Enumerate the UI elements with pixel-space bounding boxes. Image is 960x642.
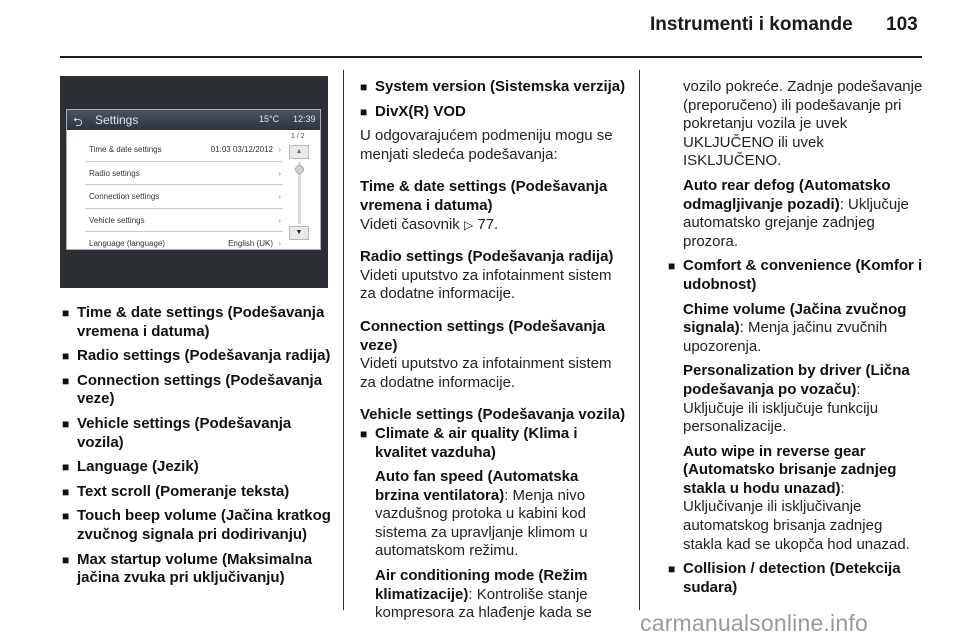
- section-text: Videti uputstvo za infotainment sistem za dodatne informacije.: [360, 355, 612, 391]
- column-1: [62, 304, 332, 594]
- list-item: ■ Text scroll (Pomeranje teksta): [62, 483, 332, 502]
- screen-title-bar: [67, 110, 320, 130]
- menu-row-label: Radio settings: [89, 168, 140, 178]
- chevron-right-icon: ›: [278, 145, 281, 154]
- section-heading: Vehicle settings (Podešavanja vozila): [360, 406, 626, 424]
- chevron-up-icon: ▲: [289, 145, 309, 159]
- term-paragraph: [668, 177, 924, 251]
- term: Auto rear defog (Automatsko odmagljivanje pozadi): [683, 176, 891, 213]
- list-item: ■ Max startup volume (Maksimalna jačina zvuka pri uključivanju): [62, 551, 332, 588]
- term: Auto fan speed (Automatska brzina ventilatora): [375, 468, 579, 504]
- scroll-thumb: [295, 165, 304, 174]
- settings-screenshot: [66, 109, 321, 250]
- screen-menu-row: [85, 232, 283, 250]
- list-item: ■ Touch beep volume (Jačina kratkog zvučnog signala pri dodirivanju): [62, 507, 332, 544]
- list-item: ■ Radio settings (Podešavanja radija): [62, 347, 332, 366]
- section-heading: Time & date settings (Podešavanja vremena i datuma): [360, 178, 608, 214]
- term-description: : Menja jačinu zvučnih upozorenja.: [683, 319, 888, 355]
- term-description: : Uključivanje ili isključivanje automatskog brisanja zadnjeg stakla kad se ukopča hod unazad.: [683, 479, 910, 553]
- list-item: ■ System version (Sistemska verzija): [360, 78, 626, 97]
- term: Auto wipe in reverse gear (Automatsko brisanje zadnjeg stakla u hodu unazad): [683, 442, 897, 497]
- term-paragraph: [360, 567, 626, 623]
- term-paragraph: [668, 301, 924, 357]
- screen-time: 12:39: [293, 114, 316, 124]
- list-item: ■ Time & date settings (Podešavanja vremena i datuma): [62, 304, 332, 341]
- screen-menu-row: [85, 138, 283, 162]
- header-rule: [60, 56, 922, 58]
- term: Chime volume (Jačina zvučnog signala): [683, 300, 907, 337]
- list-item: ■ Comfort & convenience (Komfor i udobnost): [668, 257, 924, 294]
- menu-row-label: Language (language): [89, 239, 166, 249]
- screen-menu-row: [85, 162, 283, 186]
- page-reference-arrow-icon: ▷: [463, 217, 474, 232]
- screen-menu-row: [85, 185, 283, 209]
- list-item: ■ DivX(R) VOD: [360, 103, 626, 122]
- chevron-right-icon: ›: [278, 192, 281, 202]
- column-divider-2: [639, 70, 640, 610]
- chevron-right-icon: ›: [278, 168, 281, 178]
- term-description: : Uključuje ili isključuje funkciju personalizacije.: [683, 380, 879, 436]
- column-divider-1: [343, 70, 344, 610]
- chevron-right-icon: ›: [278, 215, 281, 225]
- term-description: : Uključuje automatsko grejanje zadnjeg prozora.: [683, 195, 909, 250]
- screen-title: Settings: [95, 113, 139, 127]
- continued-text: vozilo pokreće. Zadnje podešavanje (preporučeno) ili podešavanje pri pokretanju vozila je uvek UKLJUČENO ili uvek ISKLJUČENO.: [683, 78, 923, 170]
- section-text: [360, 216, 626, 235]
- term-paragraph: [668, 362, 924, 436]
- list-item: ■ Climate & air quality (Klima i kvalitet vazduha): [360, 425, 626, 462]
- list-item: ■ Connection settings (Podešavanja veze): [62, 372, 332, 409]
- intro-text: U odgovarajućem podmeniju mogu se menjati sledeća podešavanja:: [360, 127, 613, 163]
- header-title: Instrumenti i komande: [650, 14, 853, 35]
- screen-pager: 1 / 2: [291, 133, 305, 140]
- back-arrow-icon: ⮌: [73, 115, 83, 129]
- screen-menu-list: [85, 138, 283, 250]
- page-reference: 77.: [477, 215, 499, 233]
- chevron-right-icon: ›: [278, 239, 281, 249]
- chevron-down-icon: ▼: [289, 226, 309, 240]
- column-3: [668, 78, 924, 597]
- page-number: 103: [886, 14, 918, 35]
- list-item: ■ Language (Jezik): [62, 458, 332, 477]
- term-paragraph: [668, 443, 924, 555]
- section-heading: Radio settings (Podešavanja radija): [360, 248, 614, 266]
- section-heading: Connection settings (Podešavanja veze): [360, 317, 606, 354]
- menu-row-label: Time & date settings: [89, 145, 162, 154]
- column-2: [360, 78, 626, 623]
- term-paragraph: [360, 468, 626, 561]
- list-item: ■ Collision / detection (Detekcija sudara): [668, 560, 924, 597]
- list-item: ■ Vehicle settings (Podešavanja vozila): [62, 415, 332, 452]
- screen-temperature: 15°C: [259, 114, 280, 124]
- menu-row-label: Connection settings: [89, 192, 160, 202]
- screen-menu-row: [85, 209, 283, 233]
- term-description: : Menja nivo vazdušnog protoka u kabini kod sistema za upravljanje klimom u automatskom režimu.: [375, 486, 588, 560]
- section-text: Videti uputstvo za infotainment sistem za dodatne informacije.: [360, 266, 612, 303]
- menu-row-value: 01:03 03/12/2012: [210, 145, 273, 154]
- menu-row-label: Vehicle settings: [89, 215, 145, 225]
- term-description: : Kontroliše stanje kompresora za hlađenje kada se: [375, 585, 592, 622]
- term: Air conditioning mode (Režim klimatizacije): [375, 567, 588, 603]
- term: Personalization by driver (Lična podešavanja po vozaču): [683, 362, 910, 398]
- section-text-span: Videti časovnik: [360, 215, 460, 233]
- watermark: carmanualsonline.info: [640, 610, 868, 636]
- menu-row-value: English (UK): [228, 239, 273, 249]
